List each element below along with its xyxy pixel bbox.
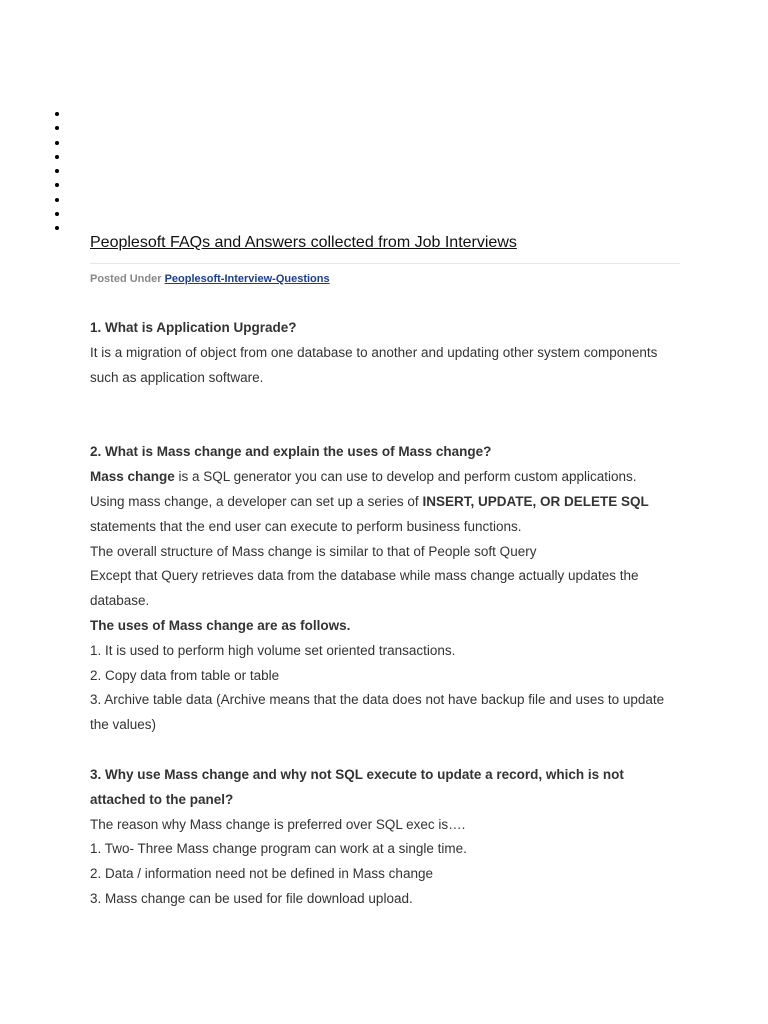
answer-2-paragraph-3: The overall structure of Mass change is similar to that of People soft Query — [90, 543, 537, 559]
faq-section-3 — [90, 763, 680, 912]
answer-3-intro: The reason why Mass change is preferred over SQL exec is…. — [90, 816, 466, 832]
reason-item: 3. Mass change can be used for file download upload. — [90, 890, 413, 906]
category-link[interactable]: Peoplesoft-Interview-Questions — [164, 273, 330, 285]
answer-2-paragraph-2 — [90, 490, 680, 540]
mass-change-term: Mass change — [90, 469, 175, 485]
article — [90, 232, 680, 912]
use-item: 3. Archive table data (Archive means that the data does not have backup file and uses to update the values) — [90, 692, 665, 733]
posted-under-label: Posted Under — [90, 273, 162, 285]
reason-item: 1. Two- Three Mass change program can work at a single time. — [90, 841, 467, 857]
question-2: 2. What is Mass change and explain the uses of Mass change? — [90, 444, 492, 460]
question-3: 3. Why use Mass change and why not SQL execute to update a record, which is not attached to the panel? — [90, 766, 624, 807]
answer-2-paragraph-1 — [90, 465, 680, 490]
sql-statements-term: INSERT, UPDATE, OR DELETE SQL — [422, 493, 649, 509]
answer-2-text-1: is a SQL generator you can use to develop and perform custom applications. — [174, 469, 637, 485]
use-item: 2. Copy data from table or table — [90, 667, 280, 683]
uses-heading: The uses of Mass change are as follows. — [90, 617, 351, 633]
answer-2-paragraph-4: Except that Query retrieves data from the database while mass change actually updates the database. — [90, 568, 639, 609]
article-body — [90, 316, 680, 912]
answer-2-text-2b: statements that the end user can execute to perform business functions. — [90, 518, 522, 534]
empty-bullet-list — [60, 107, 70, 236]
faq-section-1 — [90, 316, 680, 390]
use-item: 1. It is used to perform high volume set oriented transactions. — [90, 642, 456, 658]
answer-1: It is a migration of object from one database to another and updating other system components such as application software. — [90, 344, 658, 385]
answer-2-text-2a: Using mass change, a developer can set up a series of — [90, 493, 423, 509]
post-title-link[interactable]: Peoplesoft FAQs and Answers collected from Job Interviews — [90, 232, 680, 264]
faq-section-2 — [90, 440, 680, 738]
reason-item: 2. Data / information need not be defined in Mass change — [90, 866, 433, 882]
question-1: 1. What is Application Upgrade? — [90, 320, 297, 335]
post-meta — [90, 272, 680, 286]
